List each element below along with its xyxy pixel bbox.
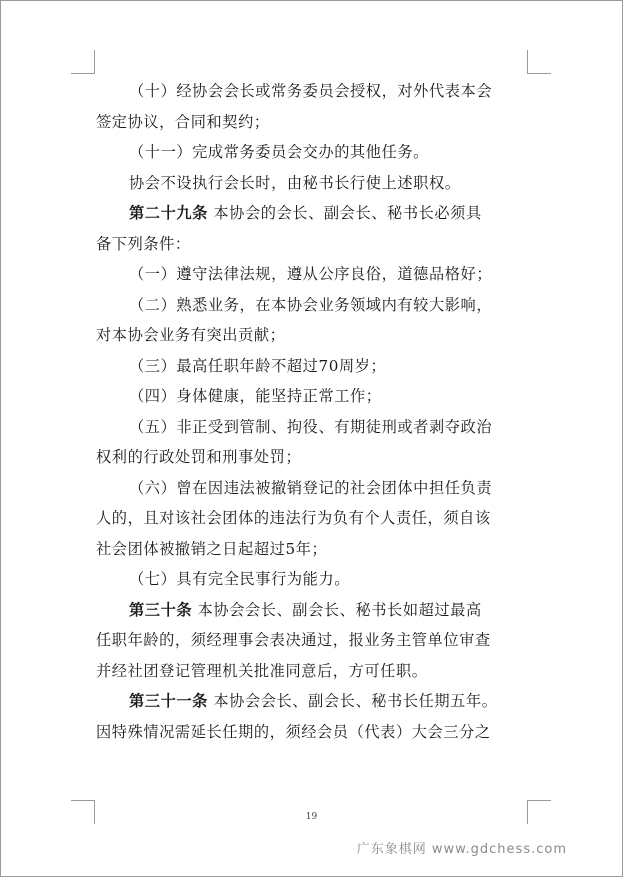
article-number: 第三十条 <box>129 600 193 619</box>
paragraph-line <box>96 656 530 687</box>
paragraph-line <box>96 320 530 351</box>
article-heading-line <box>96 686 530 717</box>
page-number: 19 <box>305 812 318 822</box>
paragraph-line <box>96 351 530 382</box>
paragraph-line <box>96 473 530 504</box>
line-text: （六）曾在因违法被撤销登记的社会团体中担任负责 <box>129 478 493 497</box>
line-text: （五）非正受到管制、拘役、有期徒刑或者剥夺政治 <box>129 417 493 436</box>
article-number: 第三十一条 <box>129 692 208 710</box>
paragraph-line <box>96 717 530 748</box>
line-text: 本协会会长、副会长、秘书长任期五年。 <box>207 692 498 710</box>
crop-mark-top-left <box>94 50 95 74</box>
line-text: （七）具有完全民事行为能力。 <box>129 570 351 588</box>
line-text: 社会团体被撤销之日起超过5年； <box>96 539 328 558</box>
line-text: 对本协会业务有突出贡献； <box>96 326 286 344</box>
document-body <box>96 76 530 747</box>
article-heading-line <box>96 595 530 626</box>
line-text: 并经社团登记管理机关批准同意后，方可任职。 <box>96 661 428 680</box>
article-number: 第二十九条 <box>129 204 208 222</box>
line-text: 签定协议，合同和契约； <box>96 112 270 131</box>
paragraph-line <box>96 107 530 138</box>
crop-mark-top-right <box>527 73 551 74</box>
paragraph-line <box>96 137 530 168</box>
line-text: 协会不设执行会长时，由秘书长行使上述职权。 <box>129 173 461 192</box>
paragraph-line <box>96 412 530 443</box>
crop-mark-bottom-right <box>527 800 551 801</box>
line-text: 人的，且对该社会团体的违法行为负有个人责任，须自该 <box>96 509 491 527</box>
paragraph-line <box>96 290 530 321</box>
line-text: 本协会的会长、副会长、秘书长必须具 <box>207 204 482 222</box>
line-text: 权利的行政处罚和刑事处罚； <box>96 448 302 466</box>
line-text: 因特殊情况需延长任期的，须经会员（代表）大会三分之 <box>96 722 491 741</box>
paragraph-line <box>96 442 530 473</box>
paragraph-line <box>96 168 530 199</box>
article-heading-line <box>96 198 530 229</box>
paragraph-line <box>96 503 530 534</box>
paragraph-line <box>96 534 530 565</box>
paragraph-line <box>96 625 530 656</box>
watermark: 广东象棋网 www.gdchess.com <box>356 842 567 857</box>
line-text: 任职年龄的，须经理事会表决通过，报业务主管单位审查 <box>96 631 491 649</box>
paragraph-line <box>96 259 530 290</box>
line-text: 备下列条件： <box>96 234 191 253</box>
paragraph-line <box>96 76 530 107</box>
line-text: （一）遵守法律法规，遵从公序良俗，道德品格好； <box>129 265 493 283</box>
paragraph-line <box>96 229 530 260</box>
line-text: （十）经协会会长或常务委员会授权，对外代表本会 <box>129 82 493 100</box>
line-text: （十一）完成常务委员会交办的其他任务。 <box>129 143 429 161</box>
line-text: 本协会会长、副会长、秘书长如超过最高 <box>192 600 482 619</box>
crop-mark-top-right <box>527 50 528 74</box>
line-text: （三）最高任职年龄不超过70周岁； <box>129 356 387 375</box>
paragraph-line <box>96 381 530 412</box>
line-text: （四）身体健康，能坚持正常工作； <box>129 387 382 405</box>
paragraph-line <box>96 564 530 595</box>
crop-mark-top-left <box>71 73 95 74</box>
crop-mark-bottom-left <box>71 800 95 801</box>
line-text: （二）熟悉业务，在本协会业务领域内有较大影响， <box>129 295 493 314</box>
